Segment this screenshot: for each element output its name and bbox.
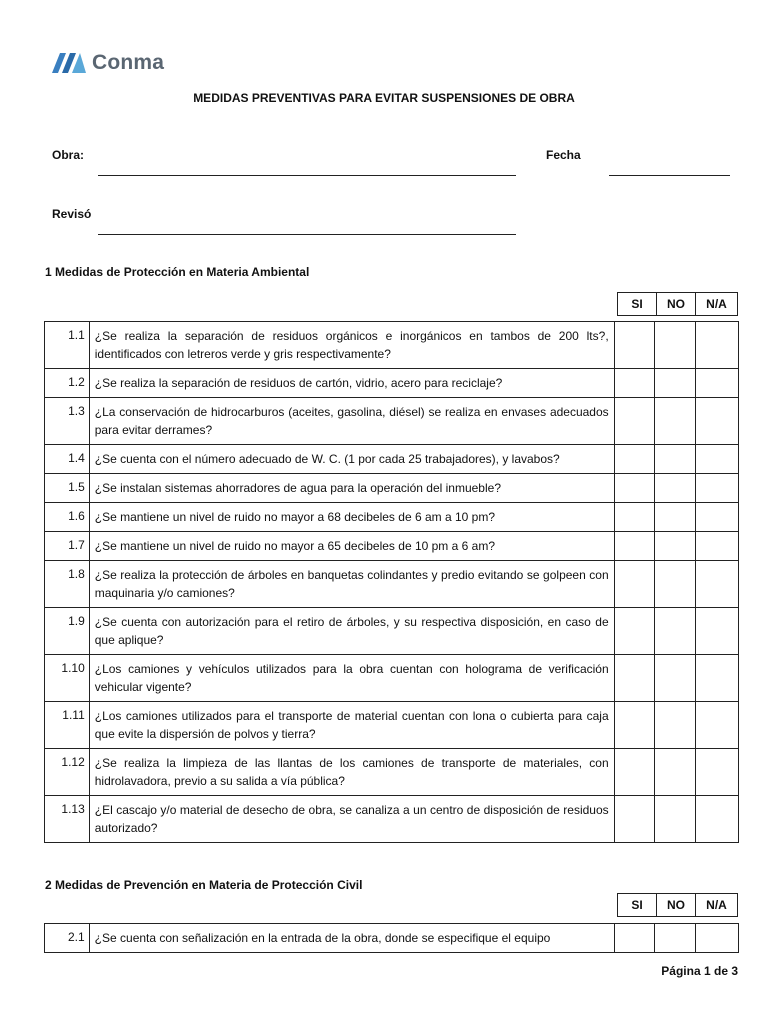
checkbox-cell-no[interactable] [655,322,695,369]
checkbox-cell-na[interactable] [695,398,738,445]
checkbox-cell-no[interactable] [655,561,695,608]
table-row [45,924,739,953]
item-number: 1.8 [45,561,90,608]
item-number: 1.7 [45,532,90,561]
checkbox-cell-no[interactable] [655,445,695,474]
checkbox-cell-no[interactable] [655,702,695,749]
checkbox-cell-si[interactable] [614,655,654,702]
item-question: ¿Se instalan sistemas ahorradores de agua para la operación del inmueble? [89,474,614,503]
table-row [45,655,739,702]
checkbox-cell-na[interactable] [695,702,738,749]
page-title: MEDIDAS PREVENTIVAS PARA EVITAR SUSPENSIONES DE OBRA [193,91,575,105]
checkbox-cell-na[interactable] [695,655,738,702]
checkbox-cell-no[interactable] [655,924,695,953]
obra-field[interactable] [98,175,516,176]
checkbox-cell-no[interactable] [655,749,695,796]
item-number: 1.1 [45,322,90,369]
item-number: 1.4 [45,445,90,474]
checkbox-cell-si[interactable] [614,532,654,561]
item-question: ¿Los camiones y vehículos utilizados para la obra cuentan con holograma de verificación vehicular vigente? [89,655,614,702]
header-si: SI [618,894,657,917]
item-question: ¿Se realiza la limpieza de las llantas de los camiones de transporte de materiales, con hidrolavadora, previo a su salida a vía pública? [89,749,614,796]
checkbox-cell-si[interactable] [614,749,654,796]
table-row [45,398,739,445]
item-number: 1.12 [45,749,90,796]
checkbox-cell-na[interactable] [695,503,738,532]
header-no: NO [657,293,696,316]
item-number: 1.13 [45,796,90,843]
table-row [45,445,739,474]
item-number: 1.9 [45,608,90,655]
checkbox-cell-no[interactable] [655,503,695,532]
item-question: ¿Se mantiene un nivel de ruido no mayor a 68 decibeles de 6 am a 10 pm? [89,503,614,532]
table-row [45,796,739,843]
checkbox-cell-si[interactable] [614,702,654,749]
checkbox-cell-na[interactable] [695,561,738,608]
reviso-field[interactable] [98,234,516,235]
item-question: ¿Se mantiene un nivel de ruido no mayor a 65 decibeles de 10 pm a 6 am? [89,532,614,561]
item-question: ¿Se realiza la separación de residuos orgánicos e inorgánicos en tambos de 200 lts?, identificados con letreros verde y gris respectivamente? [89,322,614,369]
conma-logo-icon [50,51,88,75]
item-number: 1.10 [45,655,90,702]
checkbox-cell-no[interactable] [655,608,695,655]
logo-text: Conma [92,51,165,74]
checkbox-cell-no[interactable] [655,796,695,843]
checkbox-cell-si[interactable] [614,796,654,843]
table-row [45,749,739,796]
item-question: ¿Los camiones utilizados para el transporte de material cuentan con lona o cubierta para caja que evite la dispersión de polvos y tierra? [89,702,614,749]
checkbox-cell-no[interactable] [655,532,695,561]
table-row [45,561,739,608]
checkbox-cell-na[interactable] [695,796,738,843]
item-question: ¿Se realiza la protección de árboles en banquetas colindantes y predio evitando se golpeen con maquinaria y/o camiones? [89,561,614,608]
section1-table [44,321,739,843]
table-row [45,702,739,749]
checkbox-cell-si[interactable] [614,398,654,445]
checkbox-cell-na[interactable] [695,532,738,561]
item-number: 1.2 [45,369,90,398]
section1-title: 1 Medidas de Protección en Materia Ambiental [45,265,310,279]
item-question: ¿Se cuenta con señalización en la entrada de la obra, donde se especifique el equipo [89,924,614,953]
table-row [45,322,739,369]
checkbox-cell-na[interactable] [695,474,738,503]
table-row [45,532,739,561]
checkbox-cell-no[interactable] [655,474,695,503]
checkbox-cell-si[interactable] [614,322,654,369]
table-row [45,369,739,398]
item-number: 1.5 [45,474,90,503]
header-na: N/A [696,894,738,917]
section2-title: 2 Medidas de Prevención en Materia de Protección Civil [45,878,363,892]
item-number: 1.6 [45,503,90,532]
checkbox-cell-na[interactable] [695,749,738,796]
checkbox-cell-na[interactable] [695,924,738,953]
item-number: 2.1 [45,924,90,953]
checkbox-cell-na[interactable] [695,445,738,474]
checkbox-cell-na[interactable] [695,322,738,369]
section2-header-table [617,893,738,917]
item-question: ¿Se realiza la separación de residuos de cartón, vidrio, acero para reciclaje? [89,369,614,398]
fecha-field[interactable] [609,175,730,176]
checkbox-cell-si[interactable] [614,474,654,503]
checkbox-cell-si[interactable] [614,369,654,398]
checkbox-cell-si[interactable] [614,924,654,953]
item-question: ¿Se cuenta con autorización para el retiro de árboles, y su respectiva disposición, en caso de que aplique? [89,608,614,655]
item-question: ¿La conservación de hidrocarburos (aceites, gasolina, diésel) se realiza en envases adecuados para evitar derrames? [89,398,614,445]
item-question: ¿Se cuenta con el número adecuado de W. C. (1 por cada 25 trabajadores), y lavabos? [89,445,614,474]
checkbox-cell-si[interactable] [614,561,654,608]
header-si: SI [618,293,657,316]
checkbox-cell-na[interactable] [695,608,738,655]
checkbox-cell-si[interactable] [614,503,654,532]
checkbox-cell-si[interactable] [614,445,654,474]
checkbox-cell-si[interactable] [614,608,654,655]
checkbox-cell-no[interactable] [655,369,695,398]
reviso-label: Revisó [52,207,92,221]
obra-label: Obra: [52,148,85,162]
checkbox-cell-no[interactable] [655,655,695,702]
item-number: 1.11 [45,702,90,749]
item-question: ¿El cascajo y/o material de desecho de obra, se canaliza a un centro de disposición de residuos autorizado? [89,796,614,843]
table-row [45,474,739,503]
page-number: Página 1 de 3 [661,964,738,978]
section2-table [44,923,739,953]
table-row [45,608,739,655]
item-number: 1.3 [45,398,90,445]
fecha-label: Fecha [546,148,581,162]
checkbox-cell-no[interactable] [655,398,695,445]
table-row [45,503,739,532]
checkbox-cell-na[interactable] [695,369,738,398]
section1-header-table [617,292,738,316]
header-no: NO [657,894,696,917]
header-na: N/A [696,293,738,316]
company-logo [50,50,164,76]
